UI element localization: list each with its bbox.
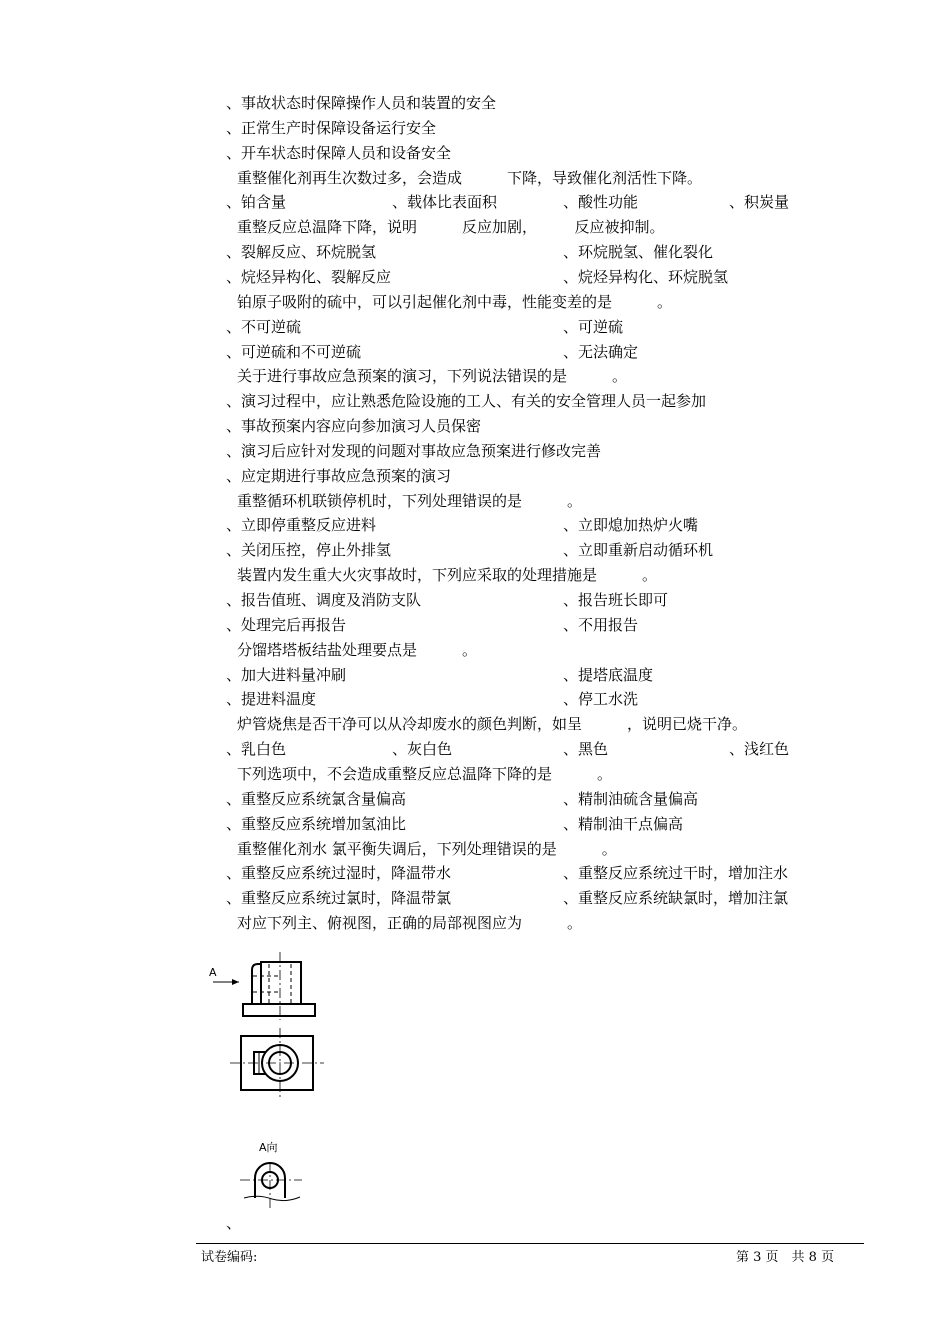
option-text: 、黑色 [563, 740, 609, 758]
option-text: 、重整反应系统增加氢油比 [226, 815, 407, 833]
option-text: 、重整反应系统过氯时，降温带氯 [226, 889, 452, 907]
option-text: 、精制油干点偏高 [563, 815, 684, 833]
option-text: 、裂解反应、环烷脱氢 [226, 243, 377, 261]
option-text: 、重整反应系统缺氯时，增加注氯 [563, 889, 789, 907]
option-text: 、立即重新启动循环机 [563, 541, 714, 559]
footer-rule [196, 1243, 864, 1244]
question-stem: 重整催化剂水 氯平衡失调后，下列处理错误的是 。 [237, 840, 617, 858]
option-text: 、立即熄加热炉火嘴 [563, 516, 699, 534]
option-text: 、处理完后再报告 [226, 616, 347, 634]
trailing-option-mark: 、 [226, 1214, 242, 1232]
option-text: 、不用报告 [563, 616, 639, 634]
option-text: 、铂含量 [226, 193, 287, 211]
option-text: 、浅红色 [729, 740, 790, 758]
view-arrow-label: A [209, 966, 217, 979]
option-text: 、开车状态时保障人员和设备安全 [226, 144, 452, 162]
option-text: 、乳白色 [226, 740, 287, 758]
option-text: 、环烷脱氢、催化裂化 [563, 243, 714, 261]
option-text: 、重整反应系统氯含量偏高 [226, 790, 407, 808]
question-stem: 重整催化剂再生次数过多，会造成 下降，导致催化剂活性下降。 [237, 169, 703, 187]
option-text: 、关闭压控，停止外排氢 [226, 541, 392, 559]
option-text: 、停工水洗 [563, 690, 639, 708]
question-stem: 重整循环机联锁停机时，下列处理错误的是 。 [237, 492, 583, 510]
question-stem: 铂原子吸附的硫中，可以引起催化剂中毒，性能变差的是 。 [237, 293, 673, 311]
question-stem: 重整反应总温降下降，说明 反应加剧， 反应被抑制。 [237, 218, 665, 236]
question-stem: 炉管烧焦是否干净可以从冷却废水的颜色判断，如呈 ，说明已烧干净。 [237, 715, 748, 733]
question-stem: 对应下列主、俯视图，正确的局部视图应为 。 [237, 914, 583, 932]
option-text: 、演习后应针对发现的问题对事故应急预案进行修改完善 [226, 442, 602, 460]
option-text: 、演习过程中，应让熟悉危险设施的工人、有关的安全管理人员一起参加 [226, 392, 707, 410]
option-text: 、提塔底温度 [563, 666, 654, 684]
option-text: 、酸性功能 [563, 193, 639, 211]
option-text: 、事故预案内容应向参加演习人员保密 [226, 417, 482, 435]
question-stem: 装置内发生重大火灾事故时，下列应采取的处理措施是 。 [237, 566, 658, 584]
option-text: 、重整反应系统过干时，增加注水 [563, 864, 789, 882]
option-text: 、应定期进行事故应急预案的演习 [226, 467, 452, 485]
option-text: 、报告班长即可 [563, 591, 669, 609]
question-stem: 分馏塔塔板结盐处理要点是 。 [237, 641, 478, 659]
option-text: 、无法确定 [563, 343, 639, 361]
option-text: 、可逆硫 [563, 318, 624, 336]
option-text: 、事故状态时保障操作人员和装置的安全 [226, 94, 497, 112]
option-text: 、报告值班、调度及消防支队 [226, 591, 422, 609]
question-stem: 关于进行事故应急预案的演习，下列说法错误的是 。 [237, 367, 628, 385]
option-text: 、载体比表面积 [392, 193, 498, 211]
option-text: 、精制油硫含量偏高 [563, 790, 699, 808]
option-text: 、灰白色 [392, 740, 453, 758]
top-view-drawing [228, 1026, 328, 1102]
option-text: 、加大进料量冲刷 [226, 666, 347, 684]
option-text: 、提进料温度 [226, 690, 317, 708]
option-text: 、烷烃异构化、裂解反应 [226, 268, 392, 286]
option-text: 、烷烃异构化、环烷脱氢 [563, 268, 729, 286]
option-text: 、不可逆硫 [226, 318, 302, 336]
question-stem: 下列选项中，不会造成重整反应总温降下降的是 。 [237, 765, 613, 783]
option-text: 、积炭量 [729, 193, 790, 211]
page-number: 第 3 页 共 8 页 [736, 1250, 835, 1265]
option-text: 、正常生产时保障设备运行安全 [226, 119, 437, 137]
exam-code-label: 试卷编码: [201, 1250, 258, 1265]
option-text: 、重整反应系统过湿时，降温带水 [226, 864, 452, 882]
partial-view-drawing [238, 1158, 306, 1210]
front-view-drawing [205, 950, 325, 1022]
option-text: 、可逆硫和不可逆硫 [226, 343, 362, 361]
partial-view-label: A向 [259, 1141, 278, 1154]
option-text: 、立即停重整反应进料 [226, 516, 377, 534]
